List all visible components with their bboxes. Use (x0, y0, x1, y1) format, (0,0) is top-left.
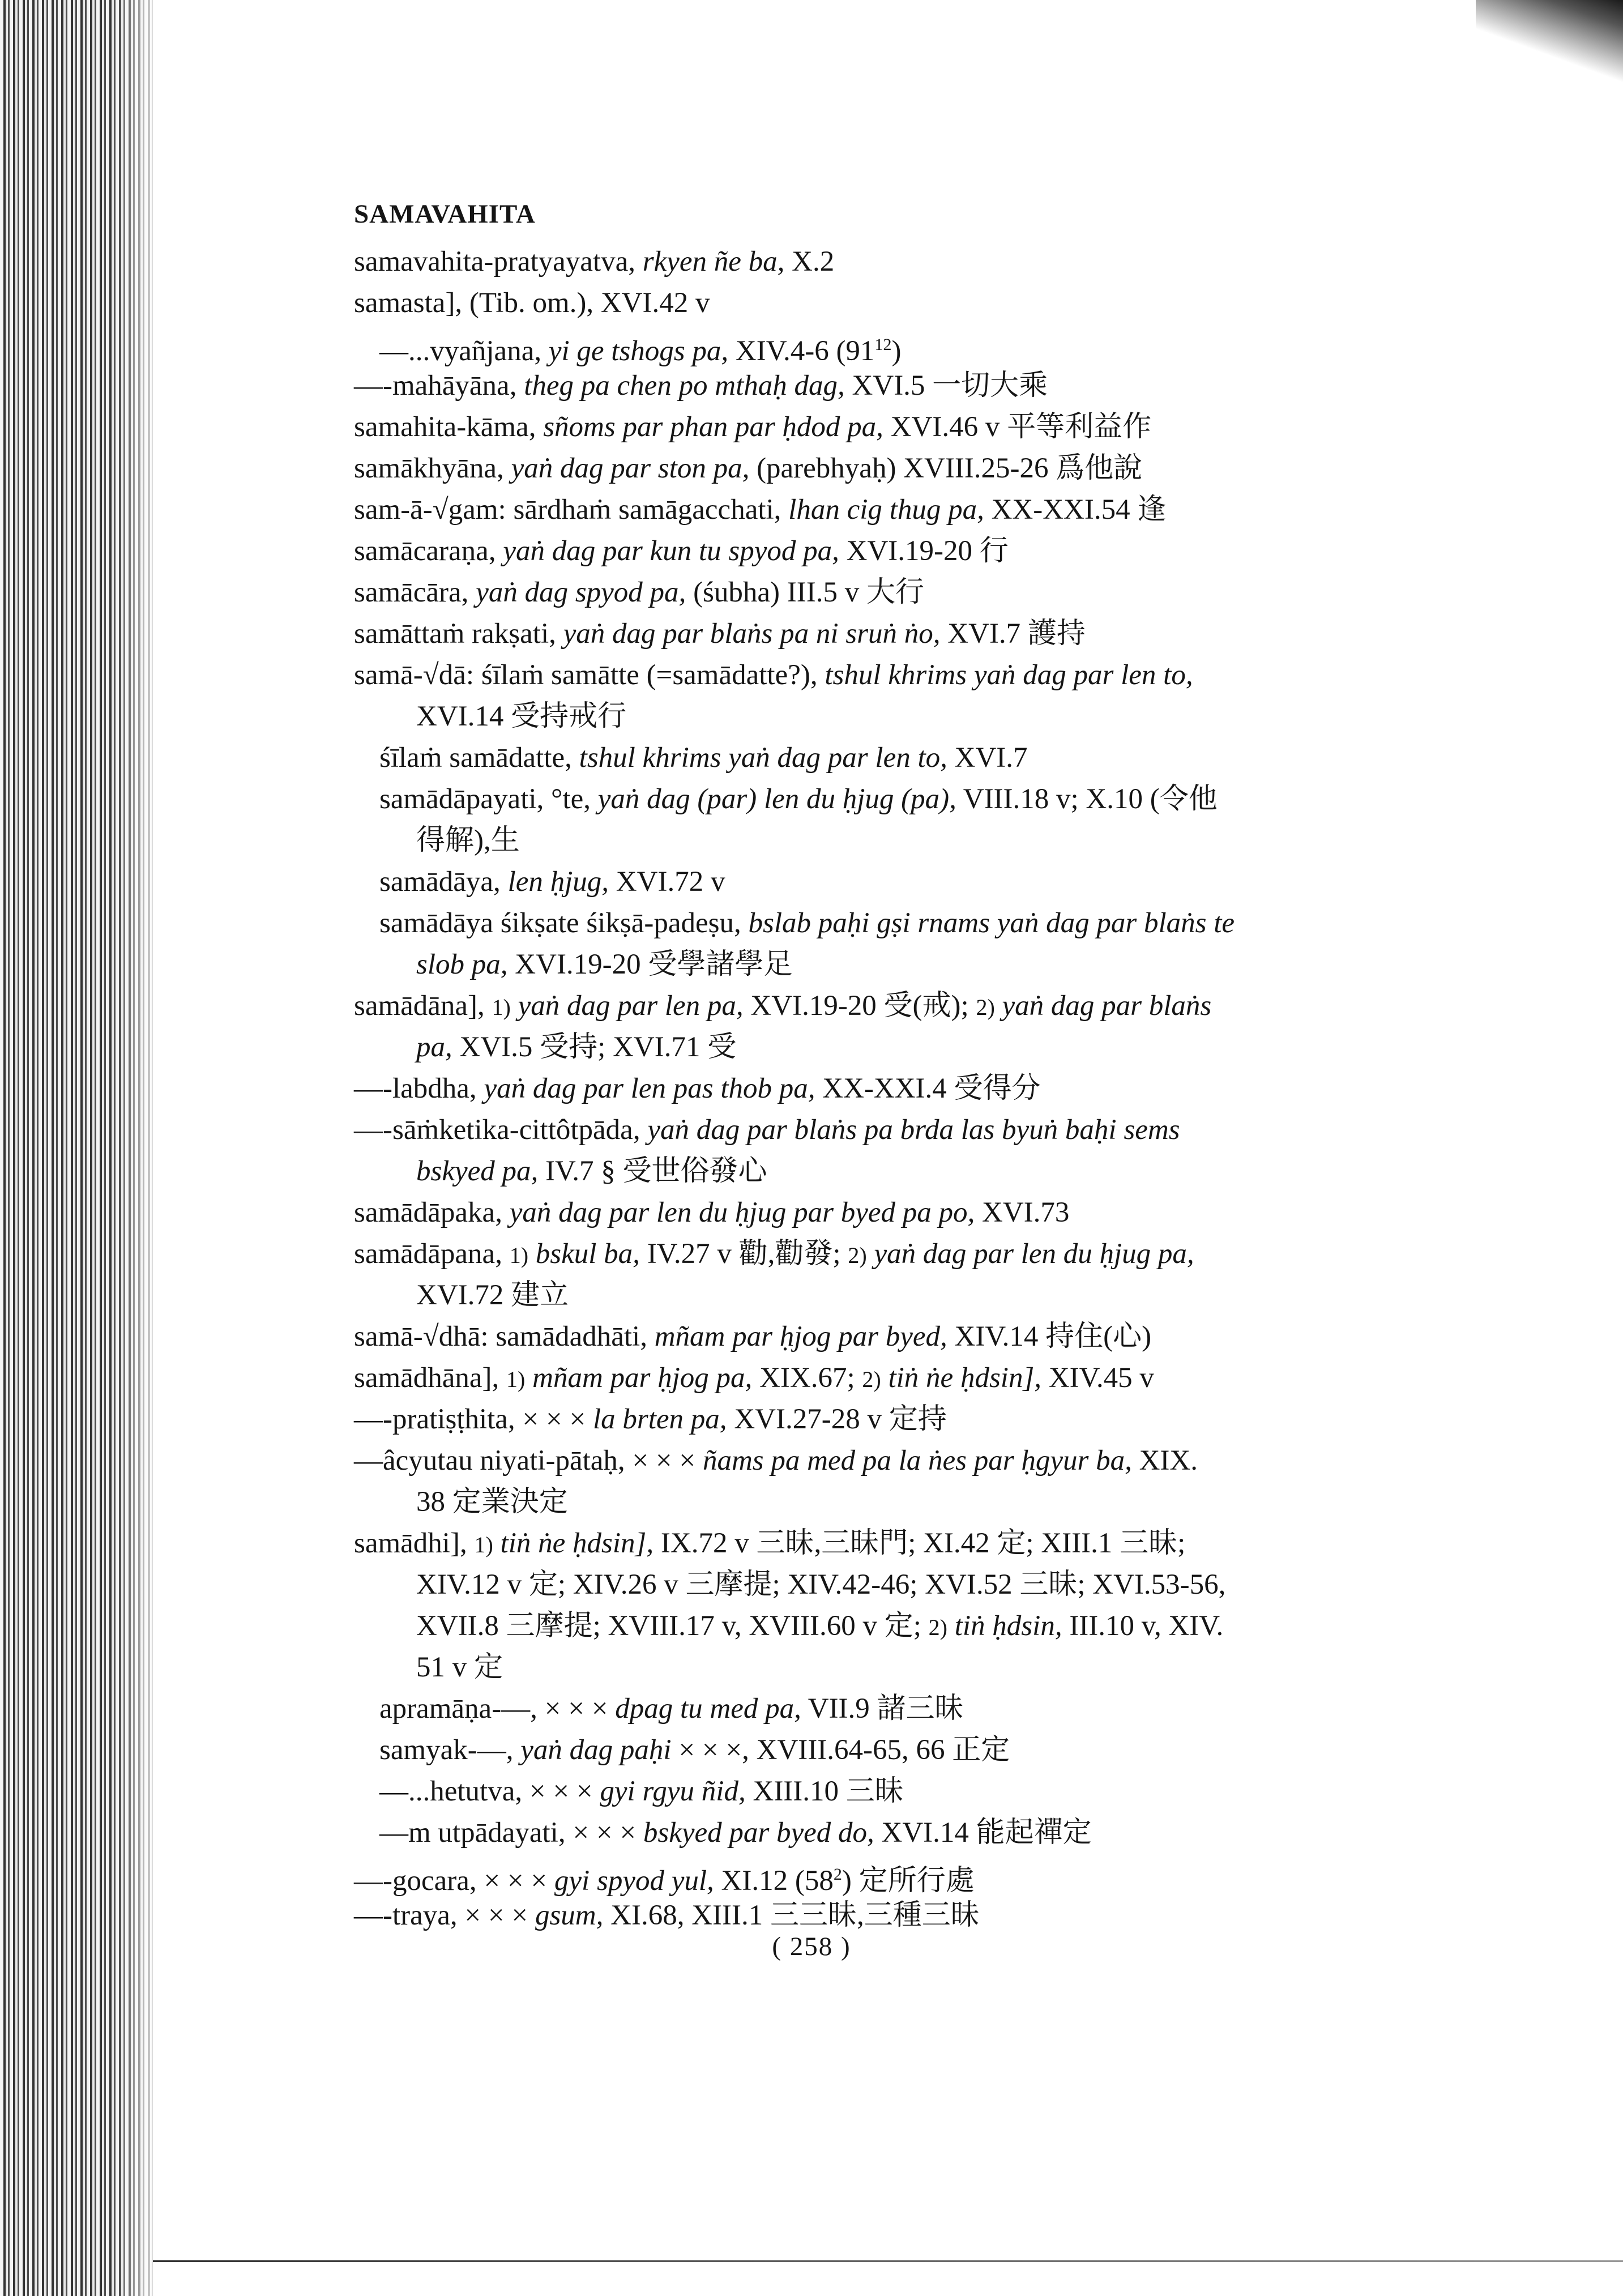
entry-text: × × ×, XVIII.64-65, 66 正定 (671, 1734, 1010, 1766)
tibetan-term: yaṅ dag par blaṅs pa brda las byuṅ baḥi sems (647, 1114, 1180, 1146)
sense-number: 1) (506, 1367, 526, 1392)
entry-text: XIV.14 持住(心) (947, 1321, 1152, 1352)
entry-text (525, 1362, 532, 1394)
entry-text: —-labdha, (354, 1073, 484, 1104)
entry-line (354, 1482, 1487, 1523)
entry-line (354, 1812, 1487, 1854)
entry-line (354, 1688, 1487, 1730)
tibetan-term: sñoms par phan par ḥdod pa, (543, 411, 883, 443)
entry-text: XVI.14 受持戒行 (416, 701, 627, 732)
entry-line (354, 903, 1487, 944)
sense-number: 2) (848, 1243, 867, 1268)
page-number: ( 258 ) (772, 1932, 851, 1961)
tibetan-term: slob pa, (416, 949, 508, 980)
tibetan-term: lhan cig thug pa, (788, 494, 984, 526)
entry-text: XVI.72 建立 (416, 1279, 569, 1311)
entry-text: samādāpayati, °te, (379, 783, 598, 815)
entry-text: samā-√dhā: samādadhāti, (354, 1321, 655, 1352)
tibetan-term: yaṅ dag par len pa, (518, 990, 744, 1022)
entry-text: apramāṇa-—, × × × (379, 1693, 616, 1725)
entry-line (354, 1275, 1487, 1316)
tibetan-term: dpag tu med pa, (615, 1693, 801, 1725)
entry-text: XVI.27-28 v 定持 (727, 1403, 947, 1435)
tibetan-term: yaṅ dag par len du ḥjug par byed pa po, (509, 1197, 975, 1228)
entry-text: samahita-kāma, (354, 411, 544, 443)
entry-line (354, 531, 1487, 572)
entry-line (354, 241, 1487, 283)
entry-line (354, 1192, 1487, 1234)
entry-text: samādāpaka, (354, 1197, 510, 1228)
entry-line (354, 1399, 1487, 1440)
entry-line (354, 1027, 1487, 1068)
entry-text: 得解),生 (416, 825, 520, 856)
entry-line (354, 572, 1487, 613)
tibetan-term: pa, (416, 1031, 452, 1063)
entry-text: samādhāna], (354, 1362, 507, 1394)
entry-text: XVI.19-20 行 (839, 535, 1009, 567)
entry-text: XIV.12 v 定; XIV.26 v 三摩提; XIV.42-46; XVI.52 三昧; XVI.53-56, (416, 1569, 1226, 1601)
entry-line (354, 1234, 1487, 1275)
entry-text: XVII.8 三摩提; XVIII.17 v, XVIII.60 v 定; (416, 1610, 929, 1642)
entry-text: samā-√dā: śīlaṁ samātte (=samādatte?), (354, 659, 825, 691)
entry-text: XIV.4-6 (91 (728, 335, 875, 367)
tibetan-term: yaṅ dag par blaṅs (1002, 990, 1212, 1022)
tibetan-term: mñam par ḥjog pa, (532, 1362, 753, 1394)
sense-number: 1) (492, 995, 511, 1020)
tibetan-term: yaṅ dag par len pas thob pa, (484, 1073, 815, 1104)
entry-text: VIII.18 v; X.10 (令他 (956, 783, 1218, 815)
tibetan-term: yaṅ dag spyod pa, (476, 577, 686, 608)
tibetan-term: gyi spyod yul, (554, 1865, 714, 1897)
entry-text (881, 1362, 889, 1394)
entry-line (354, 779, 1487, 820)
entry-line (354, 407, 1487, 448)
entry-text: samāttaṁ rakṣati, (354, 618, 563, 650)
entry-text: XVI.7 (947, 742, 1028, 774)
entry-text: XVI.5 一切大乘 (844, 370, 1048, 402)
tibetan-term: tiṅ ḥdsin, (954, 1610, 1062, 1642)
entry-text: IV.7 § 受世俗發心 (538, 1155, 767, 1187)
entry-text: samyak-—, (379, 1734, 521, 1766)
entry-line (354, 448, 1487, 489)
tibetan-term: yaṅ dag paḥi (520, 1734, 672, 1766)
entry-text: —-gocara, × × × (354, 1865, 554, 1897)
entry-line (354, 613, 1487, 655)
tibetan-term: gsum, (535, 1900, 604, 1931)
entry-line (354, 1771, 1487, 1812)
entry-line (354, 489, 1487, 531)
footnote-superscript: 2 (833, 1865, 842, 1884)
entry-text: IX.72 v 三昧,三昧門; XI.42 定; XIII.1 三昧; (654, 1527, 1186, 1559)
entry-text: XVI.19-20 受(戒); (743, 990, 976, 1022)
entry-text: —-pratiṣṭhita, × × × (354, 1403, 593, 1435)
tibetan-term: yaṅ dag (par) len du ḥjug (pa), (597, 783, 956, 815)
entry-text: XI.68, XIII.1 三三昧,三種三昧 (603, 1900, 980, 1931)
entry-text: XVI.7 護持 (940, 618, 1086, 650)
entry-text: XVI.19-20 受學諸學足 (507, 949, 793, 980)
entry-text: ) 定所行處 (842, 1865, 975, 1897)
entry-text: samādāya śikṣate śikṣā-padeṣu, (379, 907, 749, 939)
entry-line (354, 1647, 1487, 1688)
entry-line (354, 1895, 1487, 1936)
sense-number: 1) (474, 1532, 493, 1557)
sense-number: 2) (928, 1615, 947, 1640)
entry-text: (parebhyaḥ) XVIII.25-26 爲他說 (749, 453, 1143, 484)
entry-line (354, 737, 1487, 779)
entry-text: XVI.5 受持; XVI.71 受 (452, 1031, 737, 1063)
entry-text: XIX.67; (752, 1362, 862, 1394)
entry-text: XI.12 (58 (714, 1865, 834, 1897)
entry-text (528, 1238, 536, 1270)
entry-line (354, 985, 1487, 1027)
page-corner-shadow (1476, 0, 1623, 96)
entry-text: (śubha) III.5 v 大行 (686, 577, 924, 608)
sense-number: 1) (509, 1243, 529, 1268)
entry-text: VII.9 諸三昧 (801, 1693, 964, 1725)
entry-text: samācaraṇa, (354, 535, 503, 567)
tibetan-term: tiṅ ṅe ḥdsin], (500, 1527, 654, 1559)
entry-text: —...vyañjana, (379, 335, 549, 367)
tibetan-term: rkyen ñe ba, (642, 246, 785, 278)
entry-line (354, 696, 1487, 737)
tibetan-term: la brten pa, (592, 1403, 727, 1435)
entry-line (354, 1151, 1487, 1192)
entry-line (354, 1068, 1487, 1109)
entry-text: sam-ā-√gam: sārdhaṁ samāgacchati, (354, 494, 789, 526)
entry-text: samācāra, (354, 577, 476, 608)
tibetan-term: bskyed par byed do, (643, 1817, 874, 1849)
entry-text: IV.27 v 勸,勸發; (639, 1238, 848, 1270)
entry-line (354, 1854, 1487, 1895)
entry-line (354, 1564, 1487, 1606)
entry-line (354, 324, 1487, 365)
entry-line (354, 655, 1487, 696)
entry-text: —m utpādayati, × × × (379, 1817, 643, 1849)
entry-text: samādāna], (354, 990, 492, 1022)
tibetan-term: yaṅ dag par blaṅs pa ni sruṅ ṅo, (563, 618, 941, 650)
footnote-superscript: 12 (874, 335, 892, 354)
tibetan-term: theg pa chen po mthaḥ dag, (524, 370, 845, 402)
tibetan-term: bskyed pa, (416, 1155, 539, 1187)
entry-text: samavahita-pratyayatva, (354, 246, 643, 278)
entry-text: XX-XXI.54 逢 (984, 494, 1167, 526)
entry-text: X.2 (784, 246, 835, 278)
sense-number: 2) (976, 995, 995, 1020)
sense-number: 2) (862, 1367, 881, 1392)
entry-text (493, 1527, 501, 1559)
entry-text (867, 1238, 874, 1270)
tibetan-term: bskul ba, (535, 1238, 640, 1270)
entry-line (354, 1109, 1487, 1151)
entry-text: XVI.46 v 平等利益作 (883, 411, 1152, 443)
page-bottom-edge (153, 2260, 1623, 2262)
entry-text: XVI.14 能起禪定 (874, 1817, 1092, 1849)
entry-text: samākhyāna, (354, 453, 511, 484)
entry-line (354, 283, 1487, 324)
entry-list (354, 241, 1487, 1936)
page-header: SAMAVAHITA (354, 199, 536, 229)
entry-text (947, 1610, 955, 1642)
entry-line (354, 861, 1487, 903)
entry-text: ) (891, 335, 902, 367)
tibetan-term: gyi rgyu ñid, (600, 1776, 746, 1807)
entry-line (354, 1730, 1487, 1771)
tibetan-term: yaṅ dag par ston pa, (511, 453, 750, 484)
entry-text (995, 990, 1002, 1022)
dictionary-page-content (354, 187, 1487, 1936)
entry-line (354, 1606, 1487, 1647)
entry-line (354, 1358, 1487, 1399)
entry-line (354, 944, 1487, 985)
entry-text: —-sāṁketika-cittôtpāda, (354, 1114, 648, 1146)
tibetan-term: ñams pa med pa la ṅes par ḥgyur ba, (702, 1445, 1132, 1476)
entry-text: —-mahāyāna, (354, 370, 524, 402)
tibetan-term: yi ge tshogs pa, (548, 335, 729, 367)
entry-text: XVI.73 (975, 1197, 1070, 1228)
entry-text: samādāya, (379, 866, 508, 898)
entry-text: XVI.72 v (609, 866, 725, 898)
entry-text: 51 v 定 (416, 1651, 503, 1683)
entry-text: XIV.45 v (1041, 1362, 1154, 1394)
entry-text: XIII.10 三昧 (745, 1776, 904, 1807)
tibetan-term: tshul khrims yaṅ dag par len to, (579, 742, 947, 774)
tibetan-term: mñam par ḥjog par byed, (654, 1321, 947, 1352)
entry-text: —-traya, × × × (354, 1900, 535, 1931)
entry-text: XIX. (1131, 1445, 1198, 1476)
entry-text: 38 定業決定 (416, 1486, 568, 1518)
tibetan-term: bslab paḥi gṣi rnams yaṅ dag par blaṅs te (748, 907, 1235, 939)
entry-text (511, 990, 518, 1022)
entry-line (354, 1523, 1487, 1564)
tibetan-term: len ḥjug, (507, 866, 609, 898)
entry-text: samādāpana, (354, 1238, 510, 1270)
entry-line (354, 820, 1487, 861)
tibetan-term: tshul khrims yaṅ dag par len to, (825, 659, 1193, 691)
entry-line (354, 365, 1487, 407)
tibetan-term: yaṅ dag par len du ḥjug pa, (874, 1238, 1194, 1270)
entry-text: —âcyutau niyati-pātaḥ, × × × (354, 1445, 703, 1476)
entry-text: XX-XXI.4 受得分 (815, 1073, 1041, 1104)
entry-line (354, 1440, 1487, 1482)
entry-text: —...hetutva, × × × (379, 1776, 600, 1807)
entry-text: III.10 v, XIV. (1062, 1610, 1224, 1642)
entry-text: samasta], (Tib. om.), XVI.42 v (354, 287, 710, 319)
entry-text: śīlaṁ samādatte, (379, 742, 579, 774)
tibetan-term: yaṅ dag par kun tu spyod pa, (503, 535, 839, 567)
entry-line (354, 1316, 1487, 1358)
tibetan-term: tiṅ ṅe ḥdsin], (888, 1362, 1042, 1394)
entry-text: samādhi], (354, 1527, 475, 1559)
